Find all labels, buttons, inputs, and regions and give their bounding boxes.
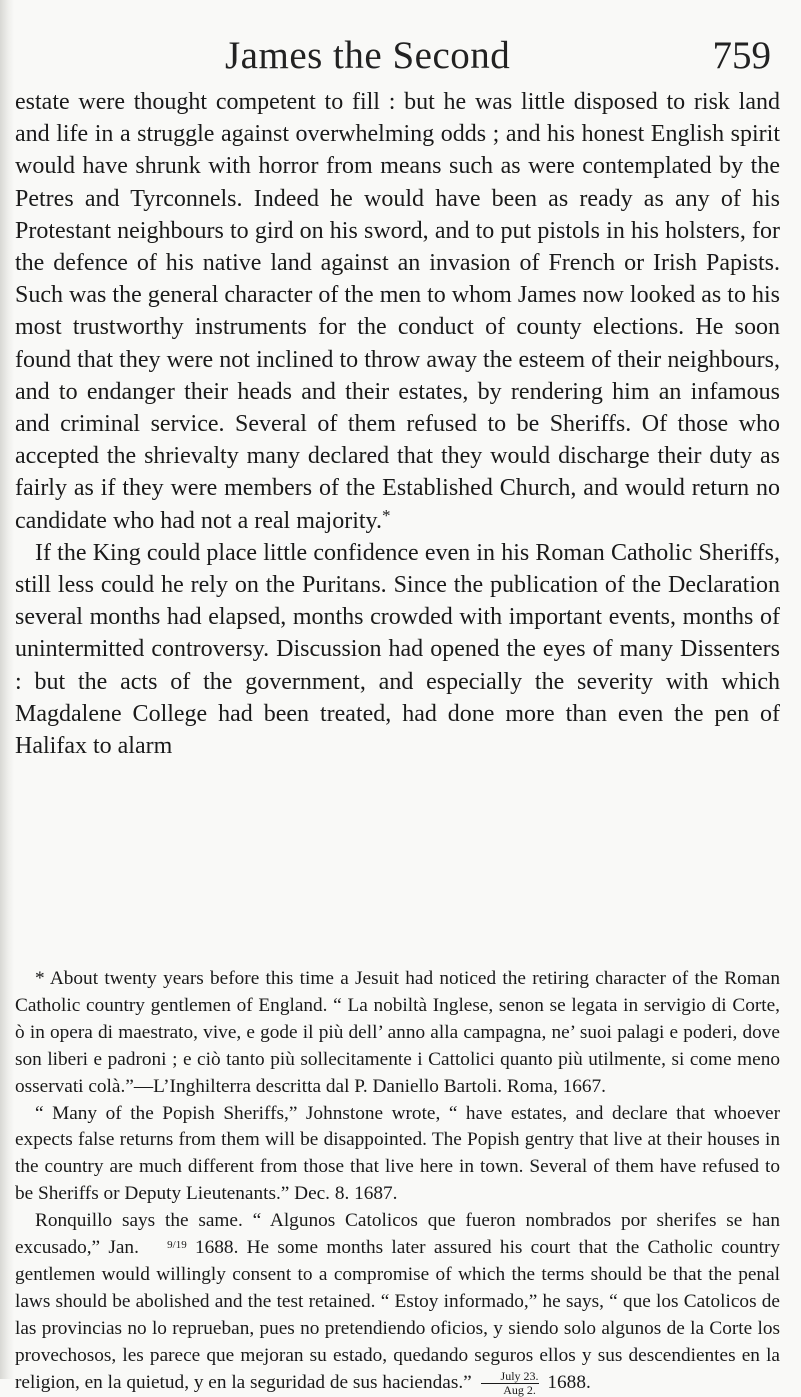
page-number: 759 <box>712 33 771 77</box>
footnote-marker: * <box>381 505 391 525</box>
date-fraction: 9/19 <box>167 1239 187 1252</box>
page-gutter-shadow <box>0 0 14 1379</box>
footnote <box>15 1208 780 1396</box>
paragraph: If the King could place little confidence even in his Roman Catholic Sheriffs, still less could he rely on the Puritans. Since the publication of the Declaration several months had elapsed, months crowded with important events, months of unintermitted controversy. Discussion had opened the eyes of many Dissenters : but the acts of the government, and especially the severity with which Magdalene College had been treated, had done more than even the pen of Halifax to alarm <box>15 539 780 760</box>
main-text <box>15 86 780 762</box>
footnote-text: Ronquillo says the same. “ Algunos Catolicos que fueron nombrados por sherifes se han excusado,” Jan. <box>15 1210 780 1259</box>
paragraph-text: estate were thought competent to fill : but he was little disposed to risk land and life in a struggle against overwhelming odds ; and his honest English spirit would have shrunk with horror from means such as were contemplated by the Petres and Tyrconnels. Indeed he would have been as ready as any of his Protestant neighbours to gird on his sword, and to put pistols in his holsters, for the defence of his native land against an invasion of French or Irish Papists. Such was the general character of the men to whom James now looked as to his most trustworthy instruments for the conduct of county elections. He soon found that they were not inclined to throw away the esteem of their neighbours, and to endanger their heads and their estates, by rendering him an infamous and criminal service. Several of them refused to be Sheriffs. Of those who accepted the shrievalty many declared that they would discharge their duty as fairly as if they were members of the Established Church, and would return no candidate who had not a real majority. <box>15 89 780 534</box>
footnote: * About twenty years before this time a Jesuit had noticed the retiring character of the Roman Catholic country gentlemen of England. “ La nobiltà Inglese, senon se legata in servigio di Corte, ò in opera di maestrato, vive, e gode il più dell’ anno alla campagna, ne’ suoi palagi e poderi, dove son liberi e padroni ; e ciò tanto più sollecitamente i Cattolici quanto più utilmente, si come meno osservati colà.”—L’Inghilterra descritta dal P. Daniello Bartoli. Roma, 1667. <box>15 968 780 1097</box>
footnote-text: 1688. He some months later assured his court that the Catholic country gentlemen would willingly consent to a compromise of which the terms should be that the penal laws should be abolished and the test retained. “ Estoy informado,” he says, “ que los Catolicos de las provincias no lo reprueban, pues no pretendiendo oficios, y siendo solo algunos de la Corte los provechosos, les parece que mejoran su estado, quedando seguros ellos y sus descendientes en la religion, en la quietud, y en la seguridad de sus haciendas.” <box>15 1237 781 1393</box>
date-stack-top: July 23. <box>481 1370 539 1384</box>
page-header <box>225 30 781 80</box>
footnote: “ Many of the Popish Sheriffs,” Johnstone wrote, “ have estates, and declare that whoever expects false returns from them will be disappointed. The Popish gentry that live at their houses in the country are much different from those that live here in town. Several of them have refused to be Sheriffs or Deputy Lieutenants.” Dec. 8. 1687. <box>15 1102 780 1205</box>
date-stack <box>481 1370 539 1396</box>
date-stack-bottom: Aug 2. <box>503 1383 536 1397</box>
footnotes <box>15 966 780 1397</box>
paragraph <box>15 86 780 537</box>
running-title: James the Second <box>225 33 511 77</box>
footnote-year: 1688. <box>547 1371 591 1393</box>
